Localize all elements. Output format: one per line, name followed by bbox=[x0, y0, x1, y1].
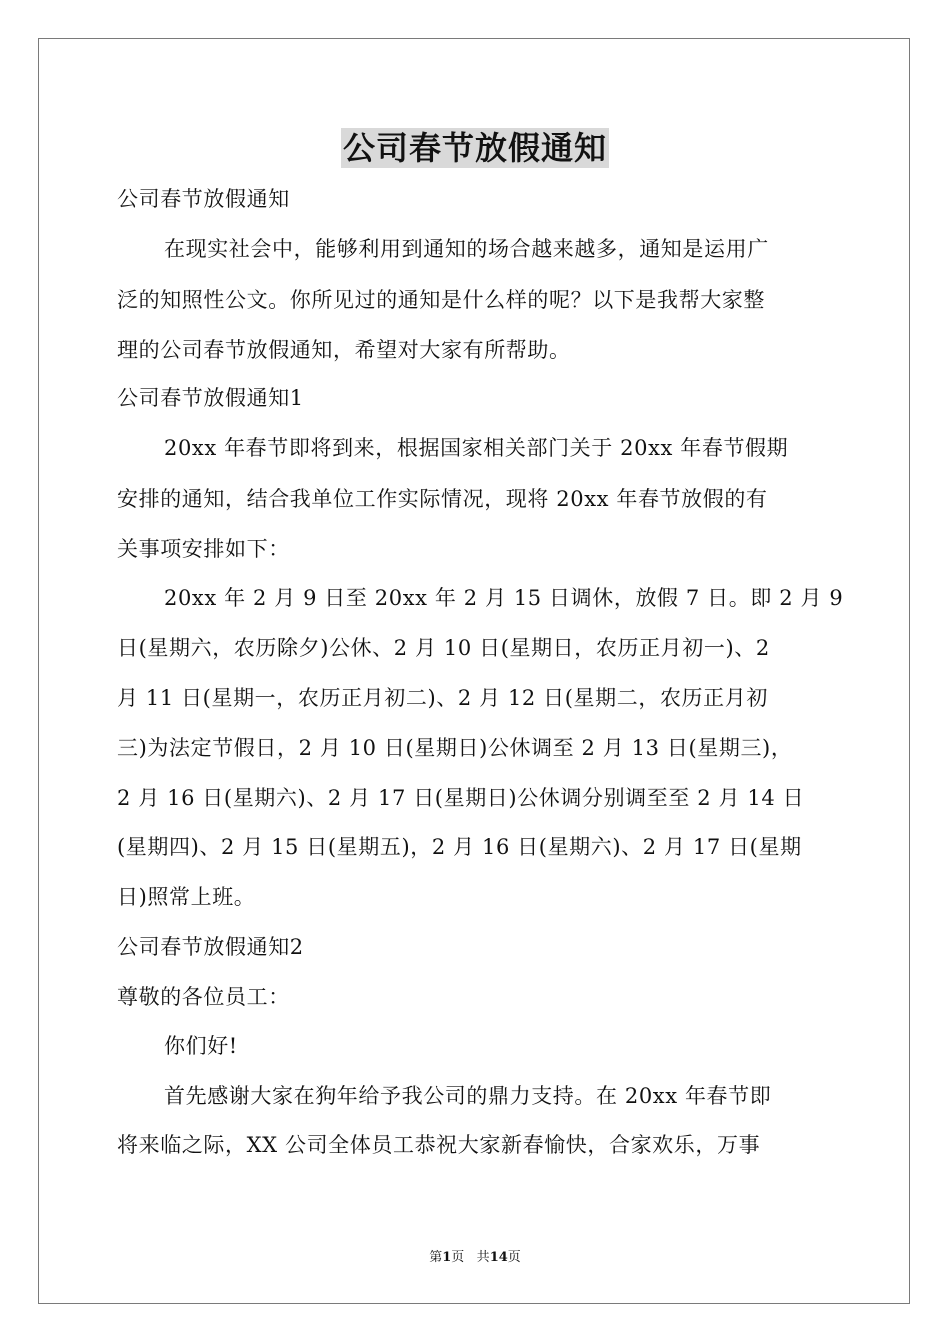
page-current: 1 bbox=[442, 1250, 452, 1265]
document-title: 公司春节放假通知 bbox=[342, 129, 607, 167]
paragraph-line: 2 月 16 日(星期六)、2 月 17 日(星期日)公休调分别调至至 2 月 14 日 bbox=[117, 786, 805, 810]
paragraph-line: (星期四)、2 月 15 日(星期五)，2 月 16 日(星期六)、2 月 17 日(星期 bbox=[117, 835, 802, 859]
total-suffix: 页 bbox=[507, 1250, 521, 1265]
paragraph-line: 三)为法定节假日，2 月 10 日(星期日)公休调至 2 月 13 日(星期三)， bbox=[117, 736, 793, 760]
paragraph-line: 20xx 年春节即将到来，根据国家相关部门关于 20xx 年春节假期 bbox=[164, 436, 789, 460]
page-total: 14 bbox=[489, 1250, 508, 1265]
paragraph-line: 理的公司春节放假通知，希望对大家有所帮助。 bbox=[117, 338, 571, 362]
paragraph-line: 将来临之际，XX 公司全体员工恭祝大家新春愉快，合家欢乐，万事 bbox=[117, 1133, 761, 1157]
page-prefix: 第 bbox=[429, 1250, 443, 1265]
total-prefix: 共 bbox=[476, 1250, 490, 1265]
paragraph-line: 在现实社会中，能够利用到通知的场合越来越多，通知是运用广 bbox=[164, 237, 769, 261]
greeting: 你们好! bbox=[164, 1034, 238, 1058]
section-heading: 公司春节放假通知2 bbox=[117, 935, 304, 959]
title-container bbox=[0, 128, 950, 168]
salutation: 尊敬的各位员工： bbox=[117, 985, 290, 1009]
page-footer bbox=[0, 1250, 950, 1266]
paragraph-line: 安排的通知，结合我单位工作实际情况，现将 20xx 年春节放假的有 bbox=[117, 487, 768, 511]
paragraph-line: 20xx 年 2 月 9 日至 20xx 年 2 月 15 日调休，放假 7 日。即 2 月 9 bbox=[164, 586, 844, 610]
paragraph-line: 月 11 日(星期一，农历正月初二)、2 月 12 日(星期二，农历正月初 bbox=[117, 686, 768, 710]
paragraph-line: 日(星期六，农历除夕)公休、2 月 10 日(星期日，农历正月初一)、2 bbox=[117, 636, 770, 660]
page-border bbox=[38, 38, 910, 1304]
paragraph-line: 泛的知照性公文。你所见过的通知是什么样的呢？以下是我帮大家整 bbox=[117, 288, 765, 312]
page-suffix: 页 bbox=[451, 1250, 465, 1265]
section-heading: 公司春节放假通知 bbox=[117, 187, 290, 211]
paragraph-line: 关事项安排如下： bbox=[117, 537, 290, 561]
paragraph-line: 首先感谢大家在狗年给予我公司的鼎力支持。在 20xx 年春节即 bbox=[164, 1084, 772, 1108]
section-heading: 公司春节放假通知1 bbox=[117, 386, 304, 410]
paragraph-line: 日)照常上班。 bbox=[117, 885, 256, 909]
